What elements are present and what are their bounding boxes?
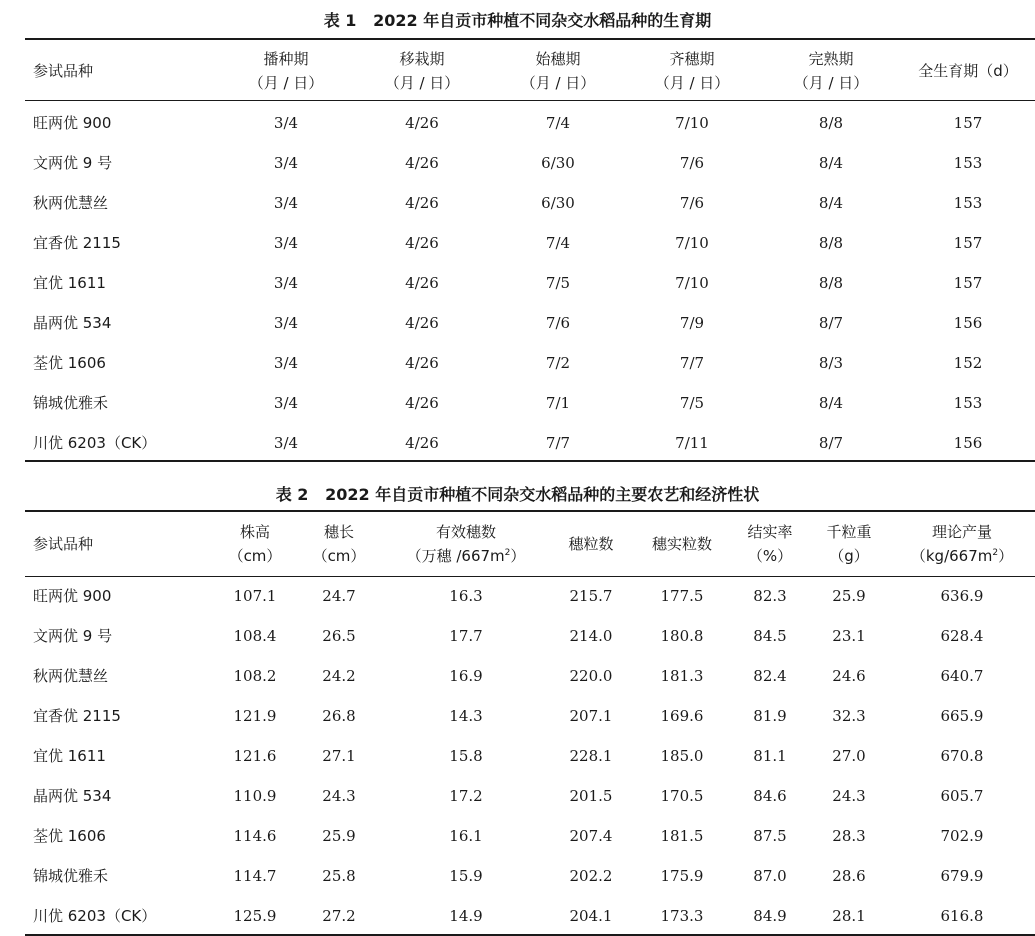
table2-header-unit: （%） bbox=[747, 547, 793, 565]
table2-header-name: 千粒重 bbox=[826, 523, 872, 541]
table1-cell-3: 7/6 bbox=[545, 314, 571, 332]
table2-header-unit: （g） bbox=[829, 547, 869, 565]
table1-cell-5: 8/4 bbox=[818, 194, 844, 212]
table2-cell-1: 121.9 bbox=[233, 707, 277, 725]
table1-cell-2: 4/26 bbox=[405, 314, 439, 332]
table2-cell-0: 宜优 1611 bbox=[33, 747, 106, 765]
table2-header-name: 有效穗数 bbox=[435, 523, 496, 541]
table2-cell-5: 181.3 bbox=[660, 667, 704, 685]
table2-cell-8: 679.9 bbox=[940, 867, 984, 885]
table2-cell-1: 114.7 bbox=[233, 867, 277, 885]
table2-cell-7: 25.9 bbox=[832, 587, 866, 605]
table2-header-unit: （cm） bbox=[312, 547, 366, 565]
table2-cell-2: 25.9 bbox=[322, 827, 356, 845]
table2-header-name: 理论产量 bbox=[931, 523, 992, 541]
table1-cell-4: 7/9 bbox=[679, 314, 705, 332]
table2-cell-4: 201.5 bbox=[569, 787, 613, 805]
table2-cell-4: 220.0 bbox=[569, 667, 613, 685]
table1-header-name: 参试品种 bbox=[33, 62, 94, 80]
table1-cell-5: 8/4 bbox=[818, 154, 844, 172]
table2-cell-7: 24.3 bbox=[832, 787, 866, 805]
table1-header-name: 播种期 bbox=[263, 50, 309, 68]
table2-cell-5: 180.8 bbox=[660, 627, 704, 645]
table2-cell-8: 702.9 bbox=[940, 827, 984, 845]
table1-cell-4: 7/11 bbox=[675, 434, 709, 452]
table2-cell-2: 27.1 bbox=[322, 747, 356, 765]
table1-header-name: 全生育期（d） bbox=[918, 62, 1018, 80]
table2-cell-8: 628.4 bbox=[940, 627, 984, 645]
table1-cell-5: 8/8 bbox=[818, 234, 844, 252]
table1-cell-0: 秋两优慧丝 bbox=[33, 194, 109, 212]
table2-cell-2: 24.7 bbox=[322, 587, 356, 605]
table1-cell-6: 157 bbox=[953, 234, 983, 252]
table2-header-rule bbox=[25, 576, 1035, 577]
table1-header-4 bbox=[627, 47, 757, 95]
table1-header-unit: （月 / 日） bbox=[654, 74, 730, 92]
table1-header-name: 齐穗期 bbox=[669, 50, 715, 68]
table2-top-rule bbox=[25, 510, 1035, 512]
table1-header-unit: （月 / 日） bbox=[248, 74, 324, 92]
table1-cell-0: 文两优 9 号 bbox=[33, 154, 113, 172]
table1-cell-5: 8/7 bbox=[818, 314, 844, 332]
table2-cell-2: 27.2 bbox=[322, 907, 356, 925]
table1-header-2 bbox=[357, 47, 487, 95]
table1-cell-2: 4/26 bbox=[405, 234, 439, 252]
table1-header-0 bbox=[33, 59, 93, 83]
table1-cell-0: 旺两优 900 bbox=[33, 114, 112, 132]
table2-cell-0: 宜香优 2115 bbox=[33, 707, 121, 725]
table2-cell-5: 169.6 bbox=[660, 707, 704, 725]
table1-cell-0: 川优 6203（CK） bbox=[33, 434, 157, 452]
table1-cell-4: 7/7 bbox=[679, 354, 705, 372]
table1-cell-4: 7/10 bbox=[675, 274, 709, 292]
table2-cell-7: 28.6 bbox=[832, 867, 866, 885]
table2-cell-1: 125.9 bbox=[233, 907, 277, 925]
table2-header-name: 穗实粒数 bbox=[651, 535, 712, 553]
table2-cell-6: 87.5 bbox=[753, 827, 787, 845]
table2-cell-2: 26.5 bbox=[322, 627, 356, 645]
table2-cell-7: 28.1 bbox=[832, 907, 866, 925]
table2-cell-3: 17.7 bbox=[449, 627, 483, 645]
table2-cell-7: 32.3 bbox=[832, 707, 866, 725]
table2-header-8 bbox=[887, 520, 1035, 568]
table2-cell-0: 锦城优雅禾 bbox=[33, 867, 109, 885]
table2-cell-1: 108.2 bbox=[233, 667, 277, 685]
table2-cell-0: 荃优 1606 bbox=[33, 827, 106, 845]
table1-cell-6: 152 bbox=[953, 354, 983, 372]
table1-cell-5: 8/8 bbox=[818, 114, 844, 132]
table1-cell-5: 8/3 bbox=[818, 354, 844, 372]
table1-cell-4: 7/10 bbox=[675, 234, 709, 252]
table2-cell-8: 616.8 bbox=[940, 907, 984, 925]
table1-cell-3: 7/2 bbox=[545, 354, 571, 372]
table2-cell-4: 207.1 bbox=[569, 707, 613, 725]
table1-header-name: 移栽期 bbox=[399, 50, 445, 68]
table1-cell-3: 7/1 bbox=[545, 394, 571, 412]
table2-cell-2: 24.3 bbox=[322, 787, 356, 805]
table2-cell-6: 82.4 bbox=[753, 667, 787, 685]
table1-cell-2: 4/26 bbox=[405, 154, 439, 172]
table2-cell-2: 26.8 bbox=[322, 707, 356, 725]
table2-cell-4: 214.0 bbox=[569, 627, 613, 645]
table1-cell-1: 3/4 bbox=[273, 354, 299, 372]
table2-header-name: 穗长 bbox=[323, 523, 354, 541]
table2-cell-2: 24.2 bbox=[322, 667, 356, 685]
table2-cell-5: 173.3 bbox=[660, 907, 704, 925]
table1-cell-2: 4/26 bbox=[405, 434, 439, 452]
table2-cell-8: 605.7 bbox=[940, 787, 984, 805]
table1-cell-5: 8/7 bbox=[818, 434, 844, 452]
table2-cell-5: 175.9 bbox=[660, 867, 704, 885]
table2-cell-3: 16.9 bbox=[449, 667, 483, 685]
table1-cell-0: 荃优 1606 bbox=[33, 354, 106, 372]
table2-cell-6: 81.9 bbox=[753, 707, 787, 725]
table1-header-3 bbox=[493, 47, 623, 95]
table1-cell-4: 7/6 bbox=[679, 154, 705, 172]
table1-header-name: 始穗期 bbox=[535, 50, 581, 68]
table2-cell-5: 170.5 bbox=[660, 787, 704, 805]
table2-header-0 bbox=[33, 532, 93, 556]
table2-cell-8: 640.7 bbox=[940, 667, 984, 685]
table1-top-rule bbox=[25, 38, 1035, 40]
table1-cell-6: 156 bbox=[953, 314, 983, 332]
table2-cell-4: 207.4 bbox=[569, 827, 613, 845]
table2-cell-1: 121.6 bbox=[233, 747, 277, 765]
table1-cell-0: 宜优 1611 bbox=[33, 274, 106, 292]
table2-cell-3: 14.3 bbox=[449, 707, 483, 725]
table1-header-name: 完熟期 bbox=[808, 50, 854, 68]
table2-header-unit: （万穗 $/667m^2$） bbox=[406, 547, 526, 565]
table2-header-name: 结实率 bbox=[747, 523, 793, 541]
table2-cell-1: 114.6 bbox=[233, 827, 277, 845]
table2-cell-5: 185.0 bbox=[660, 747, 704, 765]
table2-cell-8: 670.8 bbox=[940, 747, 984, 765]
table2-cell-7: 28.3 bbox=[832, 827, 866, 845]
table1-cell-5: 8/4 bbox=[818, 394, 844, 412]
table2-cell-6: 84.9 bbox=[753, 907, 787, 925]
table1-header-5 bbox=[766, 47, 896, 95]
table1-header-6 bbox=[903, 59, 1033, 83]
table2-caption: 表 2 2022 年自贡市种植不同杂交水稻品种的主要农艺和经济性状 bbox=[275, 485, 760, 504]
table1-caption: 表 1 2022 年自贡市种植不同杂交水稻品种的生育期 bbox=[323, 11, 712, 30]
table2-cell-2: 25.8 bbox=[322, 867, 356, 885]
table2-cell-0: 秋两优慧丝 bbox=[33, 667, 109, 685]
table1-cell-3: 7/5 bbox=[545, 274, 571, 292]
table1-cell-3: 7/4 bbox=[545, 234, 571, 252]
table1-cell-6: 157 bbox=[953, 274, 983, 292]
table2-cell-7: 27.0 bbox=[832, 747, 866, 765]
table1-cell-1: 3/4 bbox=[273, 394, 299, 412]
table2-cell-6: 84.6 bbox=[753, 787, 787, 805]
table1-cell-2: 4/26 bbox=[405, 274, 439, 292]
table1-cell-6: 153 bbox=[953, 394, 983, 412]
table1-cell-4: 7/10 bbox=[675, 114, 709, 132]
table2-header-unit: （cm） bbox=[228, 547, 282, 565]
table1-cell-6: 157 bbox=[953, 114, 983, 132]
table1-cell-2: 4/26 bbox=[405, 114, 439, 132]
table1-cell-0: 宜香优 2115 bbox=[33, 234, 121, 252]
table2-cell-4: 215.7 bbox=[569, 587, 613, 605]
table1-cell-6: 156 bbox=[953, 434, 983, 452]
table2-header-name: 穗粒数 bbox=[568, 535, 614, 553]
table2-cell-6: 87.0 bbox=[753, 867, 787, 885]
table2-cell-3: 15.8 bbox=[449, 747, 483, 765]
table1-cell-0: 锦城优雅禾 bbox=[33, 394, 109, 412]
table2-cell-8: 636.9 bbox=[940, 587, 984, 605]
table2-cell-1: 108.4 bbox=[233, 627, 277, 645]
table1-cell-1: 3/4 bbox=[273, 274, 299, 292]
table1-cell-3: 6/30 bbox=[541, 154, 575, 172]
table1-cell-2: 4/26 bbox=[405, 194, 439, 212]
table1-header-unit: （月 / 日） bbox=[793, 74, 869, 92]
table1-cell-6: 153 bbox=[953, 194, 983, 212]
table2-cell-0: 旺两优 900 bbox=[33, 587, 112, 605]
table1-cell-2: 4/26 bbox=[405, 354, 439, 372]
table2-cell-1: 107.1 bbox=[233, 587, 277, 605]
table2-cell-3: 17.2 bbox=[449, 787, 483, 805]
table2-header-name: 株高 bbox=[239, 523, 270, 541]
table1-cell-1: 3/4 bbox=[273, 314, 299, 332]
table2-cell-4: 204.1 bbox=[569, 907, 613, 925]
table1-cell-2: 4/26 bbox=[405, 394, 439, 412]
table1-cell-1: 3/4 bbox=[273, 234, 299, 252]
table2-cell-6: 82.3 bbox=[753, 587, 787, 605]
table1-cell-3: 7/7 bbox=[545, 434, 571, 452]
table2-cell-8: 665.9 bbox=[940, 707, 984, 725]
table2-cell-6: 84.5 bbox=[753, 627, 787, 645]
table1-header-unit: （月 / 日） bbox=[384, 74, 460, 92]
table1-header-rule bbox=[25, 100, 1035, 101]
table2-cell-0: 文两优 9 号 bbox=[33, 627, 113, 645]
table2-cell-5: 177.5 bbox=[660, 587, 704, 605]
table2-cell-1: 110.9 bbox=[233, 787, 277, 805]
table1-cell-4: 7/5 bbox=[679, 394, 705, 412]
table2-cell-4: 228.1 bbox=[569, 747, 613, 765]
table2-cell-3: 15.9 bbox=[449, 867, 483, 885]
table1-cell-1: 3/4 bbox=[273, 194, 299, 212]
table1-cell-5: 8/8 bbox=[818, 274, 844, 292]
table2-cell-5: 181.5 bbox=[660, 827, 704, 845]
table1-cell-3: 7/4 bbox=[545, 114, 571, 132]
table2-cell-7: 24.6 bbox=[832, 667, 866, 685]
table2-cell-0: 晶两优 534 bbox=[33, 787, 112, 805]
table2-cell-3: 16.3 bbox=[449, 587, 483, 605]
table1-cell-6: 153 bbox=[953, 154, 983, 172]
table2-cell-4: 202.2 bbox=[569, 867, 613, 885]
table1-cell-0: 晶两优 534 bbox=[33, 314, 112, 332]
table1-bottom-rule bbox=[25, 460, 1035, 462]
table1-cell-3: 6/30 bbox=[541, 194, 575, 212]
table1-header-unit: （月 / 日） bbox=[520, 74, 596, 92]
table1-header-1 bbox=[221, 47, 351, 95]
table2-cell-6: 81.1 bbox=[753, 747, 787, 765]
table1-cell-1: 3/4 bbox=[273, 114, 299, 132]
table2-header-name: 参试品种 bbox=[33, 535, 94, 553]
table2-cell-3: 14.9 bbox=[449, 907, 483, 925]
table1-cell-1: 3/4 bbox=[273, 434, 299, 452]
table1-cell-1: 3/4 bbox=[273, 154, 299, 172]
table2-cell-7: 23.1 bbox=[832, 627, 866, 645]
table1-cell-4: 7/6 bbox=[679, 194, 705, 212]
table2-cell-3: 16.1 bbox=[449, 827, 483, 845]
table2-header-unit: $(kg/667m^2)$ bbox=[910, 547, 1014, 565]
table2-cell-0: 川优 6203（CK） bbox=[33, 907, 157, 925]
